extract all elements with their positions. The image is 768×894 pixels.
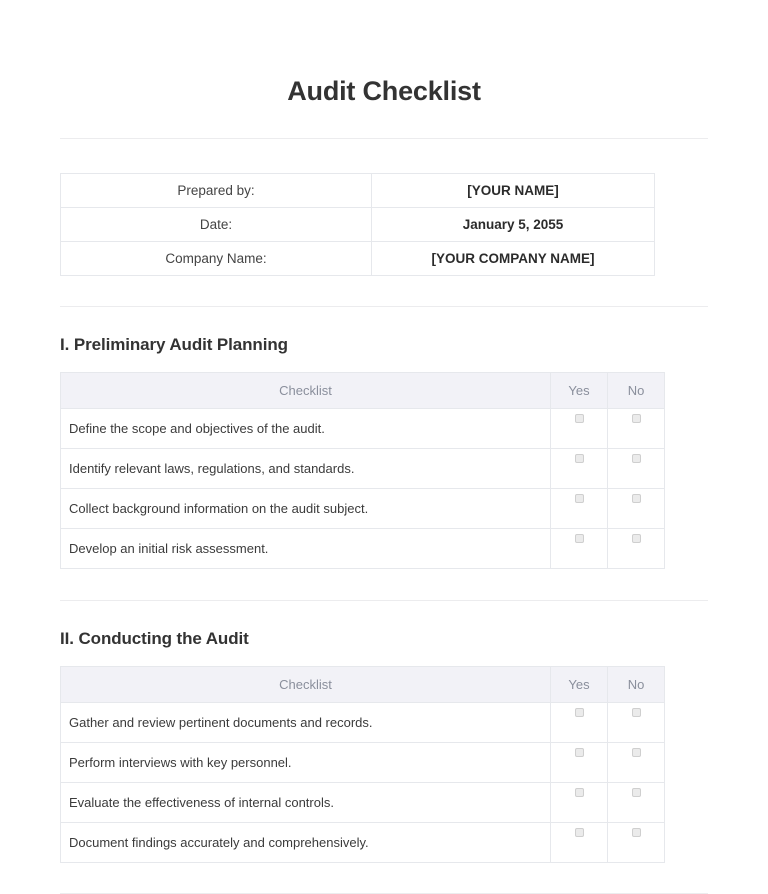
checkbox-yes[interactable] [575,534,584,543]
table-header-row [61,373,665,409]
checklist-no-cell[interactable] [608,449,665,489]
checkbox-yes[interactable] [575,708,584,717]
section-heading-2: II. Conducting the Audit [60,629,249,648]
checkbox-yes[interactable] [575,454,584,463]
info-label-date: Date: [61,208,372,242]
checklist-item-label: Perform interviews with key personnel. [61,743,551,783]
checkbox-no[interactable] [632,494,641,503]
table-row [61,743,665,783]
checklist-table-1 [60,372,665,569]
info-label-company-name: Company Name: [61,242,372,276]
checklist-no-cell[interactable] [608,529,665,569]
checklist-yes-cell[interactable] [551,489,608,529]
info-label-prepared-by: Prepared by: [61,174,372,208]
checklist-yes-cell[interactable] [551,743,608,783]
checkbox-yes[interactable] [575,494,584,503]
checklist-no-cell[interactable] [608,743,665,783]
column-header-checklist: Checklist [61,667,551,703]
table-row [61,783,665,823]
checklist-header-2 [61,667,665,703]
table-header-row [61,667,665,703]
checklist-no-cell[interactable] [608,703,665,743]
checkbox-yes[interactable] [575,788,584,797]
section-preliminary-audit-planning [0,307,768,569]
checklist-table-2 [60,666,665,863]
checkbox-no[interactable] [632,708,641,717]
table-row [61,703,665,743]
page-title: Audit Checklist [287,76,481,106]
checklist-yes-cell[interactable] [551,823,608,863]
checkbox-yes[interactable] [575,414,584,423]
checklist-no-cell[interactable] [608,409,665,449]
table-row [61,449,665,489]
table-row [61,409,665,449]
document-info-body [61,174,655,276]
checklist-item-label: Collect background information on the audit subject. [61,489,551,529]
checkbox-yes[interactable] [575,748,584,757]
info-value-company-name[interactable]: [YOUR COMPANY NAME] [372,242,655,276]
checklist-body-1 [61,409,665,569]
checklist-item-label: Gather and review pertinent documents and records. [61,703,551,743]
info-value-prepared-by[interactable]: [YOUR NAME] [372,174,655,208]
column-header-yes: Yes [551,667,608,703]
checklist-yes-cell[interactable] [551,783,608,823]
checkbox-no[interactable] [632,788,641,797]
checklist-item-label: Develop an initial risk assessment. [61,529,551,569]
table-row [61,823,665,863]
checklist-yes-cell[interactable] [551,529,608,569]
table-row [61,208,655,242]
checklist-item-label: Evaluate the effectiveness of internal controls. [61,783,551,823]
checkbox-no[interactable] [632,748,641,757]
checklist-body-2 [61,703,665,863]
section-heading-1: I. Preliminary Audit Planning [60,335,288,354]
checkbox-no[interactable] [632,414,641,423]
checklist-item-label: Identify relevant laws, regulations, and standards. [61,449,551,489]
checklist-yes-cell[interactable] [551,409,608,449]
checklist-no-cell[interactable] [608,823,665,863]
document-info-table [60,173,655,276]
checkbox-no[interactable] [632,454,641,463]
checklist-item-label: Document findings accurately and comprehensively. [61,823,551,863]
checklist-no-cell[interactable] [608,489,665,529]
column-header-checklist: Checklist [61,373,551,409]
column-header-no: No [608,373,665,409]
table-row [61,242,655,276]
table-row [61,529,665,569]
info-value-date[interactable]: January 5, 2055 [372,208,655,242]
checklist-yes-cell[interactable] [551,703,608,743]
checkbox-yes[interactable] [575,828,584,837]
checklist-no-cell[interactable] [608,783,665,823]
checklist-yes-cell[interactable] [551,449,608,489]
column-header-no: No [608,667,665,703]
checkbox-no[interactable] [632,534,641,543]
table-row [61,489,665,529]
checkbox-no[interactable] [632,828,641,837]
column-header-yes: Yes [551,373,608,409]
checklist-item-label: Define the scope and objectives of the audit. [61,409,551,449]
checklist-header-1 [61,373,665,409]
section-conducting-the-audit [0,601,768,863]
document-info-section [0,139,768,276]
table-row [61,174,655,208]
